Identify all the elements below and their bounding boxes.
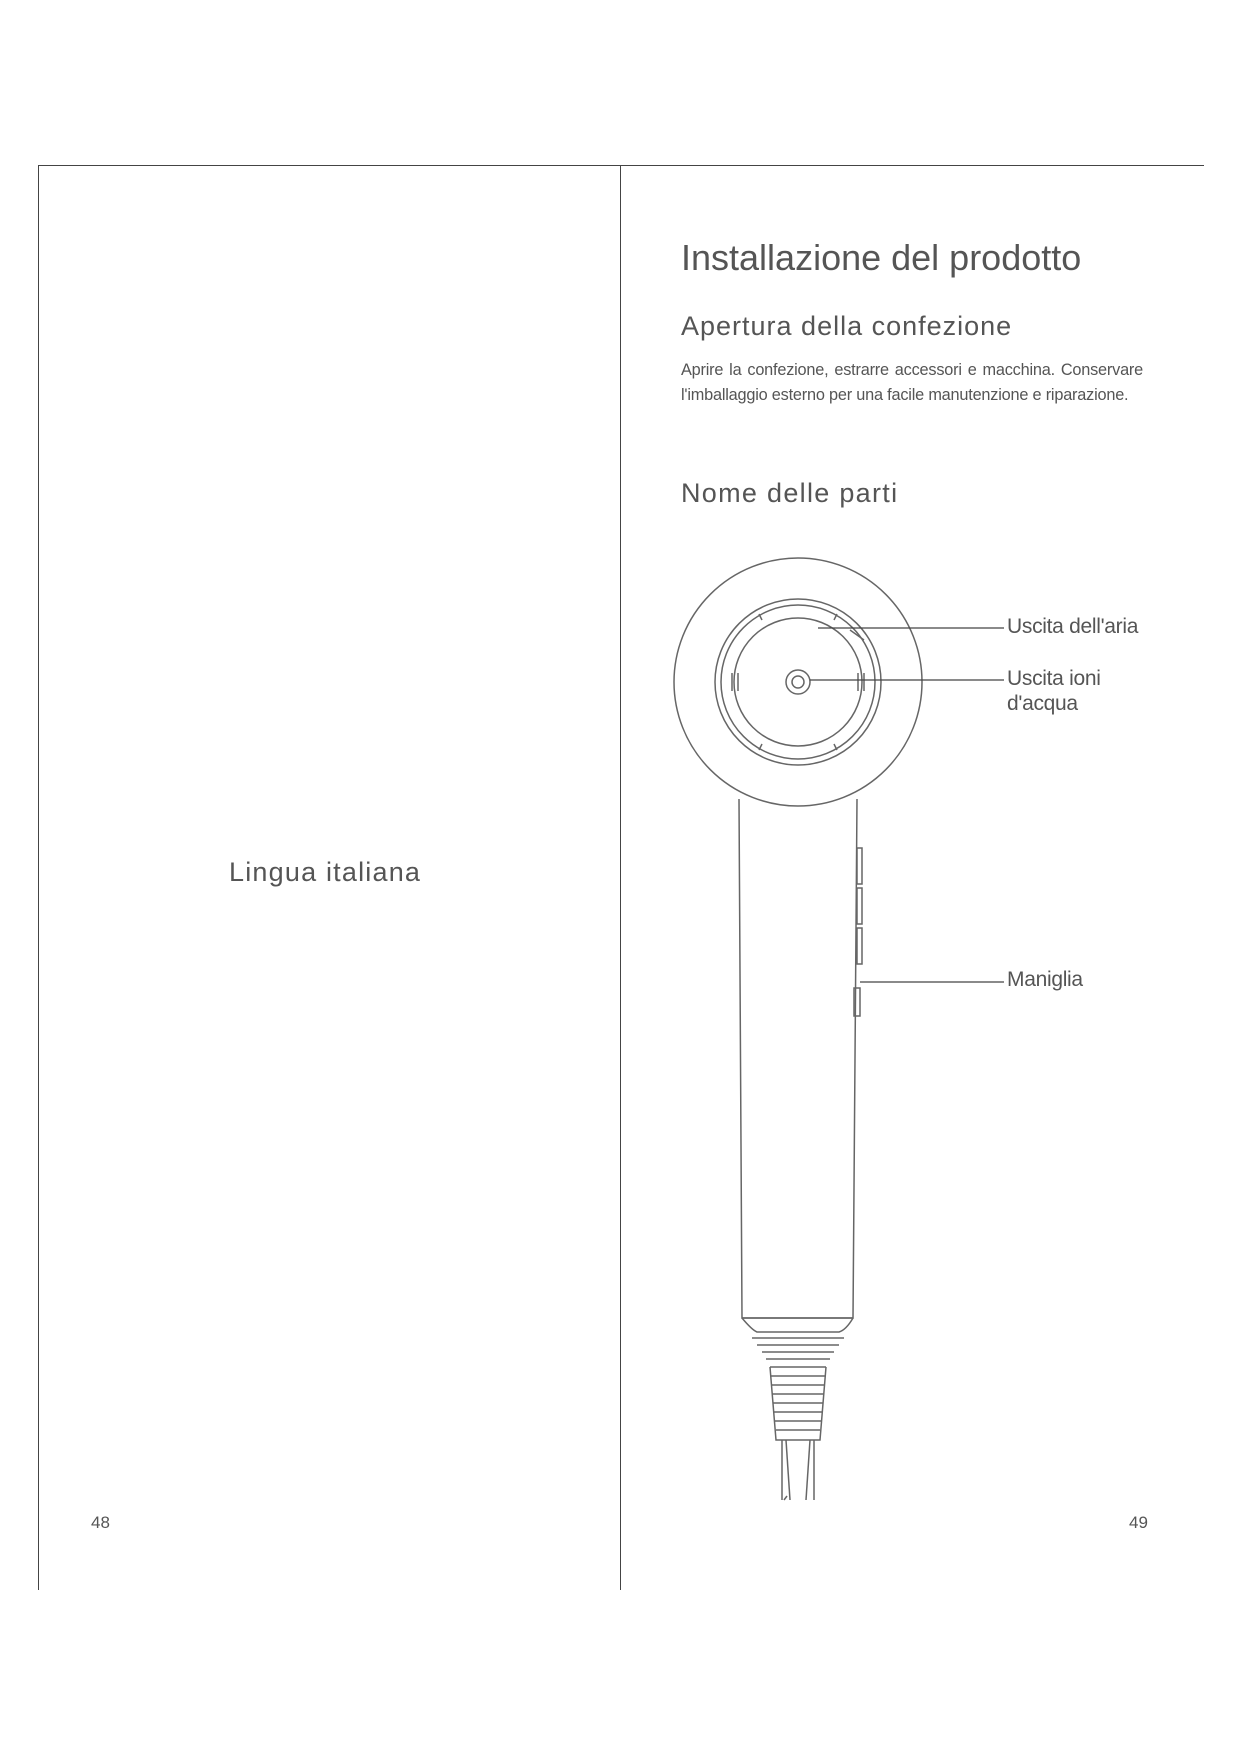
opening-instructions-text: Aprire la confezione, estrarre accessori e macchina. Conservare l'imballaggio esterno per una facile manutenzione e riparazione. xyxy=(681,361,1143,404)
label-ion-outlet: Uscita ioni d'acqua xyxy=(1007,667,1101,715)
page-number-right: 49 xyxy=(1129,1513,1148,1532)
dryer-head-outer-ring xyxy=(674,558,922,806)
dryer-ion-outlet xyxy=(786,670,810,694)
section-heading-opening: Apertura della confezione xyxy=(681,311,1013,341)
page-number-left: 48 xyxy=(91,1513,110,1532)
language-label: Lingua italiana xyxy=(229,857,422,887)
dryer-air-outlet xyxy=(734,618,862,746)
section-heading-parts: Nome delle parti xyxy=(681,478,899,508)
label-air-outlet: Uscita dell'aria xyxy=(1007,615,1139,638)
page-title: Installazione del prodotto xyxy=(681,237,1082,278)
label-handle: Maniglia xyxy=(1007,968,1083,991)
